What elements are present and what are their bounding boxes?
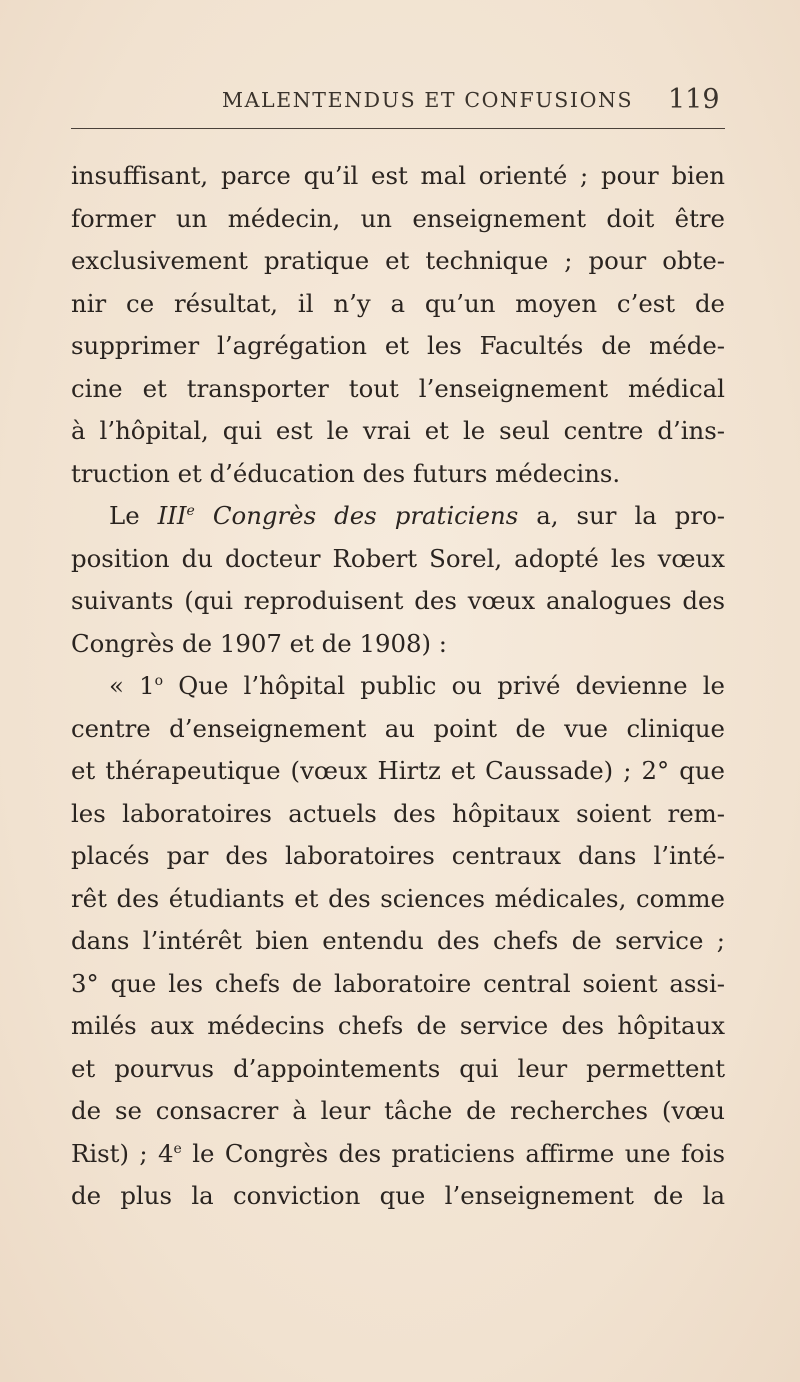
running-head xyxy=(0,84,800,124)
paragraph-2 xyxy=(71,495,725,665)
text-line xyxy=(71,495,725,538)
text-line: de plus la conviction que l’enseignement de la xyxy=(71,1181,725,1210)
text-line: truction et d’éducation des futurs médecins. xyxy=(71,458,621,488)
text-line: à l’hôpital, qui est le vrai et le seul centre d’ins- xyxy=(71,416,725,445)
text-line: centre d’enseignement au point de vue clinique xyxy=(71,713,725,743)
text-line: milés aux médecins chefs de service des hôpitaux xyxy=(71,1011,725,1040)
body-text xyxy=(71,155,725,1218)
text-line: position du docteur Robert Sorel, adopté les vœux xyxy=(71,543,725,573)
text-line: nir ce résultat, il n’y a qu’un moyen c’est de xyxy=(71,288,725,318)
running-title: MALENTENDUS ET CONFUSIONS xyxy=(222,88,634,112)
text-fragment: Rist) ; 4 xyxy=(71,1138,174,1168)
text-line: supprimer l’agrégation et les Facultés de méde- xyxy=(71,331,725,360)
text-line: suivants (qui reproduisent des vœux analogues des xyxy=(71,586,725,615)
text-line: et pourvus d’appointements qui leur permettent xyxy=(71,1053,725,1083)
header-rule xyxy=(71,128,725,129)
superscript: e xyxy=(186,503,195,519)
text-line: dans l’intérêt bien entendu des chefs de service ; xyxy=(71,926,725,955)
text-fragment: a, sur la pro- xyxy=(518,501,725,530)
text-line: rêt des étudiants et des sciences médicales, comme xyxy=(71,883,725,913)
text-line: former un médecin, un enseignement doit être xyxy=(71,203,725,233)
text-fragment: le Congrès des praticiens affirme une fois xyxy=(181,1138,725,1168)
page-number: 119 xyxy=(668,84,720,115)
text-line: et thérapeutique (vœux Hirtz et Caussade) ; 2° que xyxy=(71,756,725,785)
superscript: e xyxy=(173,1140,182,1157)
text-fragment: Le xyxy=(109,501,158,530)
text-line: placés par des laboratoires centraux dans l’inté- xyxy=(71,841,725,870)
text-fragment: Que l’hôpital public ou privé devienne le xyxy=(163,671,725,700)
text-line xyxy=(71,665,725,708)
text-line: les laboratoires actuels des hôpitaux soient rem- xyxy=(71,798,725,828)
paragraph-3 xyxy=(71,665,725,1218)
text-line: exclusivement pratique et technique ; pour obte- xyxy=(71,246,725,275)
italic-title: Congrès des praticiens xyxy=(194,501,519,530)
superscript: o xyxy=(154,673,164,689)
text-line: insuffisant, parce qu’il est mal orienté ; pour bien xyxy=(71,161,725,190)
roman-numeral: III xyxy=(157,501,187,530)
text-line: 3° que les chefs de laboratoire central soient assi- xyxy=(71,968,725,998)
text-line: Congrès de 1907 et de 1908) : xyxy=(71,628,448,658)
text-line: de se consacrer à leur tâche de recherches (vœu xyxy=(71,1096,725,1125)
text-fragment: « 1 xyxy=(109,671,155,700)
text-line: cine et transporter tout l’enseignement médical xyxy=(71,373,725,403)
text-line xyxy=(71,1133,725,1176)
paragraph-1 xyxy=(71,155,725,495)
